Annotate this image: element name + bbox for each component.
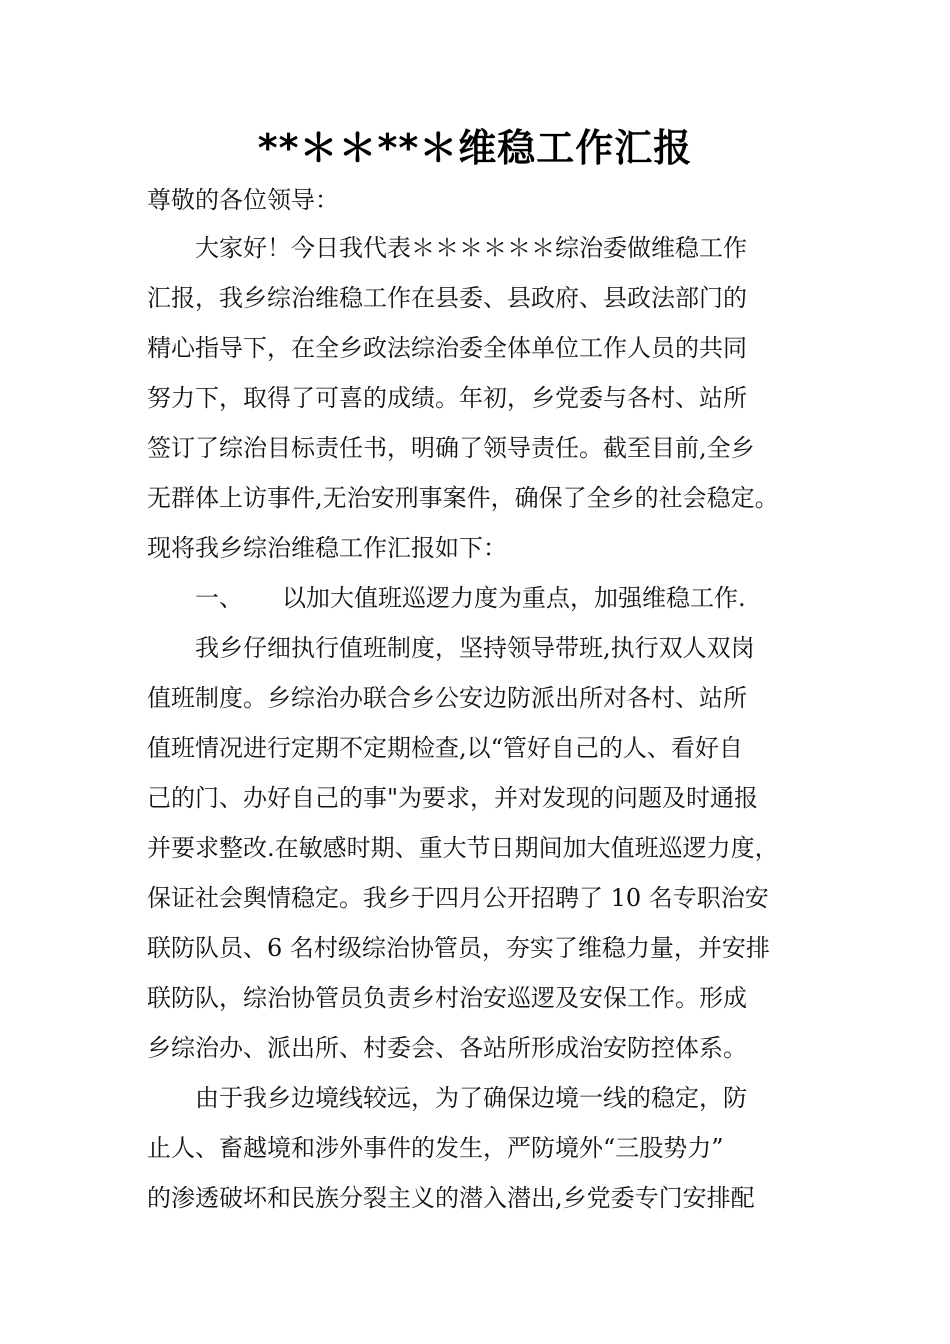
paragraph1-line-5: 签订了综治目标责任书，明确了领导责任。截至目前,全乡 [147, 434, 755, 462]
paragraph2-line-6: 保证社会舆情稳定。我乡于四月公开招聘了 10 名专职治安 [147, 884, 769, 912]
paragraph2-line-5: 并要求整改.在敏感时期、重大节日期间加大值班巡逻力度， [147, 834, 779, 862]
paragraph1-line-1: 大家好！今日我代表＊＊＊＊＊＊综治委做维稳工作 [195, 234, 747, 262]
paragraph2-line-2: 值班制度。乡综治办联合乡公安边防派出所对各村、站所 [147, 684, 747, 712]
section1-heading: 以加大值班巡逻力度为重点，加强维稳工作. [282, 584, 746, 612]
paragraph3-line-2: 止人、畜越境和涉外事件的发生，严防境外“三股势力” [147, 1134, 724, 1162]
paragraph3-line-1: 由于我乡边境线较远，为了确保边境一线的稳定，防 [195, 1084, 747, 1112]
paragraph1-line-7: 现将我乡综治维稳工作汇报如下： [147, 534, 507, 562]
paragraph1-line-3: 精心指导下，在全乡政法综治委全体单位工作人员的共同 [147, 334, 747, 362]
paragraph2-line-1: 我乡仔细执行值班制度，坚持领导带班,执行双人双岗 [195, 634, 755, 662]
paragraph2-line-8: 联防队，综治协管员负责乡村治安巡逻及安保工作。形成 [147, 984, 747, 1012]
salutation: 尊敬的各位领导： [147, 186, 339, 214]
paragraph2-line-7: 联防队员、6 名村级综治协管员，夯实了维稳力量，并安排 [147, 934, 770, 962]
paragraph1-line-6: 无群体上访事件,无治安刑事案件，确保了全乡的社会稳定。 [147, 484, 779, 512]
document-title: **＊＊**＊维稳工作汇报 [257, 126, 693, 170]
paragraph3-line-3: 的渗透破坏和民族分裂主义的潜入潜出,乡党委专门安排配 [147, 1184, 755, 1212]
paragraph2-line-9: 乡综治办、派出所、村委会、各站所形成治安防控体系。 [147, 1034, 747, 1062]
section1-number: 一、 [195, 584, 243, 612]
paragraph2-line-3: 值班情况进行定期不定期检查,以“管好自己的人、看好自 [147, 734, 743, 762]
paragraph1-line-4: 努力下，取得了可喜的成绩。年初，乡党委与各村、站所 [147, 384, 747, 412]
paragraph1-line-2: 汇报，我乡综治维稳工作在县委、县政府、县政法部门的 [147, 284, 747, 312]
paragraph2-line-4: 己的门、办好自己的事"为要求，并对发现的问题及时通报 [147, 784, 759, 812]
